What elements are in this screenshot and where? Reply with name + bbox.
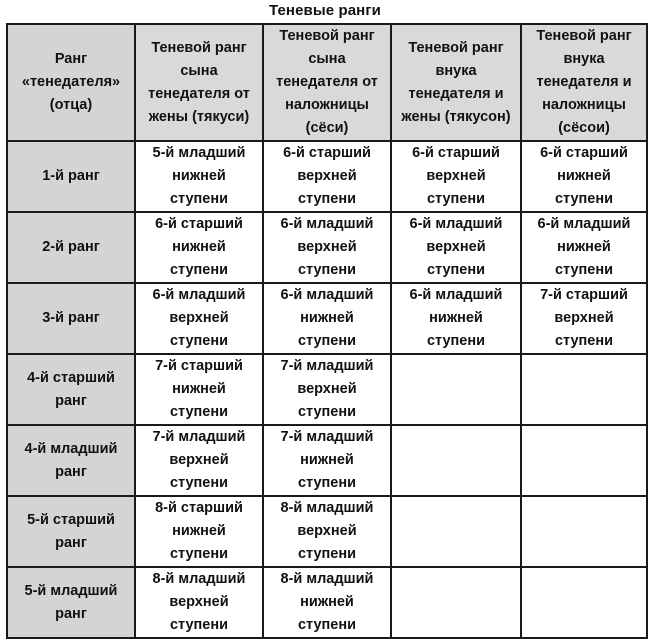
empty-table-cell bbox=[391, 354, 521, 425]
table-row bbox=[7, 141, 647, 212]
table-row bbox=[7, 425, 647, 496]
table-cell: 6-й младший нижней ступени bbox=[521, 212, 647, 283]
header-cell-son-wife: Теневой ранг сына тенедателя от жены (тякуси) bbox=[135, 24, 263, 141]
empty-table-cell bbox=[521, 354, 647, 425]
table-cell: 7-й старший нижней ступени bbox=[135, 354, 263, 425]
header-cell-father-rank: Ранг «тенедателя» (отца) bbox=[7, 24, 135, 141]
table-cell: 6-й старший верхней ступени bbox=[263, 141, 391, 212]
empty-table-cell bbox=[521, 496, 647, 567]
empty-table-cell bbox=[521, 567, 647, 638]
table-cell: 6-й старший верхней ступени bbox=[391, 141, 521, 212]
row-header-cell: 3-й ранг bbox=[7, 283, 135, 354]
table-cell: 6-й младший нижней ступени bbox=[263, 283, 391, 354]
table-cell: 8-й старший нижней ступени bbox=[135, 496, 263, 567]
shadow-ranks-table bbox=[6, 23, 648, 639]
table-header bbox=[7, 24, 647, 141]
table-cell: 5-й младший нижней ступени bbox=[135, 141, 263, 212]
table-cell: 6-й старший нижней ступени bbox=[135, 212, 263, 283]
table-row bbox=[7, 212, 647, 283]
row-header-cell: 4-й старший ранг bbox=[7, 354, 135, 425]
table-cell: 6-й младший верхней ступени bbox=[263, 212, 391, 283]
table-cell: 6-й младший нижней ступени bbox=[391, 283, 521, 354]
table-cell: 8-й младший верхней ступени bbox=[263, 496, 391, 567]
table-cell: 6-й младший верхней ступени bbox=[391, 212, 521, 283]
table-title: Теневые ранги bbox=[268, 2, 382, 19]
table-row bbox=[7, 496, 647, 567]
empty-table-cell bbox=[391, 567, 521, 638]
table-row bbox=[7, 354, 647, 425]
empty-table-cell bbox=[391, 496, 521, 567]
table-row bbox=[7, 283, 647, 354]
table-cell: 6-й старший нижней ступени bbox=[521, 141, 647, 212]
table-cell: 7-й старший верхней ступени bbox=[521, 283, 647, 354]
header-cell-grandson-wife: Теневой ранг внука тенедателя и жены (тякусон) bbox=[391, 24, 521, 141]
table-cell: 8-й младший верхней ступени bbox=[135, 567, 263, 638]
table-cell: 6-й младший верхней ступени bbox=[135, 283, 263, 354]
empty-table-cell bbox=[391, 425, 521, 496]
table-cell: 7-й младший верхней ступени bbox=[135, 425, 263, 496]
row-header-cell: 4-й младший ранг bbox=[7, 425, 135, 496]
table-cell: 8-й младший нижней ступени bbox=[263, 567, 391, 638]
empty-table-cell bbox=[521, 425, 647, 496]
table-cell: 7-й младший нижней ступени bbox=[263, 425, 391, 496]
row-header-cell: 5-й младший ранг bbox=[7, 567, 135, 638]
row-header-cell: 5-й старший ранг bbox=[7, 496, 135, 567]
row-header-cell: 1-й ранг bbox=[7, 141, 135, 212]
header-row bbox=[7, 24, 647, 141]
header-cell-son-concubine: Теневой ранг сына тенедателя от наложницы (сёси) bbox=[263, 24, 391, 141]
table-body bbox=[7, 141, 647, 638]
table-cell: 7-й младший верхней ступени bbox=[263, 354, 391, 425]
table-row bbox=[7, 567, 647, 638]
row-header-cell: 2-й ранг bbox=[7, 212, 135, 283]
header-cell-grandson-concubine: Теневой ранг внука тенедателя и наложницы (сёсои) bbox=[521, 24, 647, 141]
